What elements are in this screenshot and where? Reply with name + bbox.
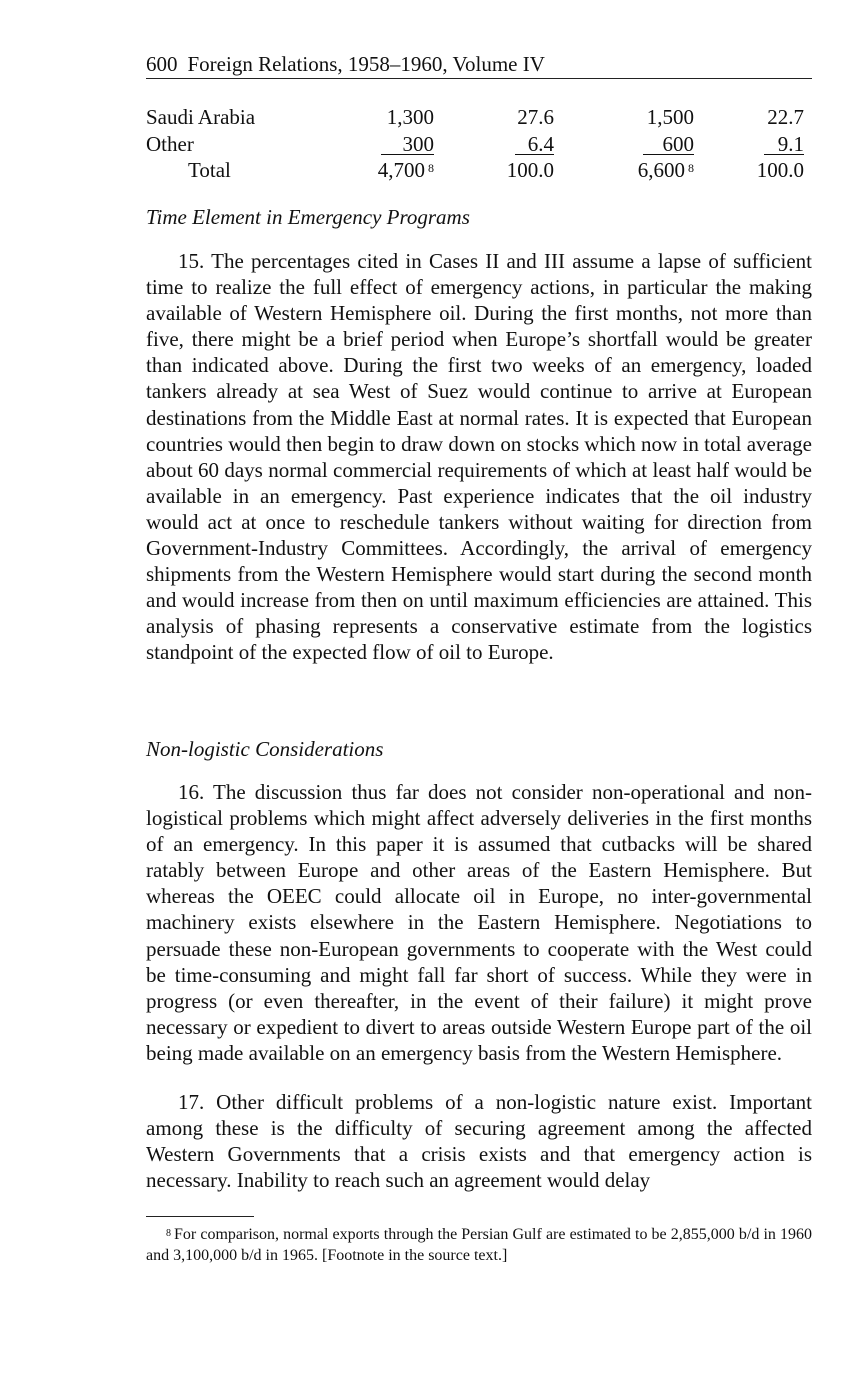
underlined-value: 300 <box>381 135 435 155</box>
footnote-marker: 8 <box>166 1228 171 1239</box>
footnote-marker: 8 <box>428 161 434 175</box>
running-header <box>146 50 812 79</box>
table-row-total <box>146 157 812 184</box>
table-cell <box>381 131 435 158</box>
table-row <box>146 104 812 131</box>
row-label: Total <box>188 158 231 182</box>
table-cell: 100.0 <box>506 158 554 182</box>
page-number: 600 <box>146 52 178 76</box>
footnote <box>146 1225 812 1266</box>
underlined-value: 600 <box>643 135 695 155</box>
table-row <box>146 131 812 158</box>
row-label: Saudi Arabia <box>146 105 256 129</box>
paragraph-15: 15. The percentages cited in Cases II and III assume a lapse of sufficient time to realize the full effect of emergency actions, in particular the making available of Western Hemisphere oil. During the first months, not more than five, there might be a brief period when Europe’s shortfall would be greater than indicated above. During the first two weeks of an emergency, loaded tankers already at sea West of Suez would continue to arrive at European destinations from the Middle East at normal rates. It is expected that European countries would then begin to draw down on stocks which now in total average about 60 days normal commercial requirements of which at least half would be available in an emergency. Past experience indicates that the oil industry would act at once to reschedule tankers without waiting for direction from Government-Industry Committees. Accordingly, the arrival of emergency shipments from the Western Hemisphere would start during the second month and would increase from then on until maximum efficiencies are attained. This analysis of phasing represents a conservative estimate from the logistics standpoint of the expected flow of oil to Europe. <box>146 249 812 665</box>
paragraph-16: 16. The discussion thus far does not consider non-operational and non-logistical problems which might affect adversely deliveries in the first months of an emergency. In this paper it is assumed that cutbacks will be shared ratably between Europe and other areas of the Eastern Hemisphere. But whereas the OEEC could allocate oil in Europe, no inter-governmental machinery exists elsewhere in the Eastern Hemisphere. Negotiations to persuade these non-European governments to cooperate with the West could be time-consuming and might fall far short of success. While they were in progress (or even thereafter, in the event of their failure) it might prove necessary or expedient to divert to areas outside Western Europe part of the oil being made available on an emergency basis from the Western Hemisphere. <box>146 780 812 1065</box>
footnote-marker: 8 <box>688 161 694 175</box>
table-cell <box>638 157 694 184</box>
underlined-value: 6.4 <box>515 135 554 155</box>
table-cell <box>378 157 434 184</box>
table-cell <box>764 131 804 158</box>
paragraph-17: 17. Other difficult problems of a non-logistic nature exist. Important among these is the difficulty of securing agreement among the affected Western Governments that a crisis exists and that emergency action is necessary. Inability to reach such an agreement would delay <box>146 1090 812 1193</box>
data-table <box>146 104 812 184</box>
cell-value: 4,700 <box>377 158 425 182</box>
table-cell <box>643 131 695 158</box>
table-cell <box>515 131 554 158</box>
row-label: Other <box>146 131 194 156</box>
section-heading: Time Element in Emergency Programs <box>146 205 470 229</box>
table-cell: 1,300 <box>386 105 434 129</box>
section-heading: Non-logistic Considerations <box>146 737 384 761</box>
table-cell: 1,500 <box>646 105 694 129</box>
underlined-value: 9.1 <box>764 135 804 155</box>
cell-value: 6,600 <box>637 158 685 182</box>
footnote-text: For comparison, normal exports through the Persian Gulf are estimated to be 2,855,000 b/d in 1960 and 3,100,000 b/d in 1965. [Footnote in the source text.] <box>146 1226 812 1264</box>
table-cell: 27.6 <box>517 105 554 129</box>
footnote-divider <box>146 1216 254 1217</box>
running-title: Foreign Relations, 1958–1960, Volume IV <box>187 52 545 76</box>
table-cell: 100.0 <box>756 158 804 182</box>
table-cell: 22.7 <box>767 105 804 129</box>
